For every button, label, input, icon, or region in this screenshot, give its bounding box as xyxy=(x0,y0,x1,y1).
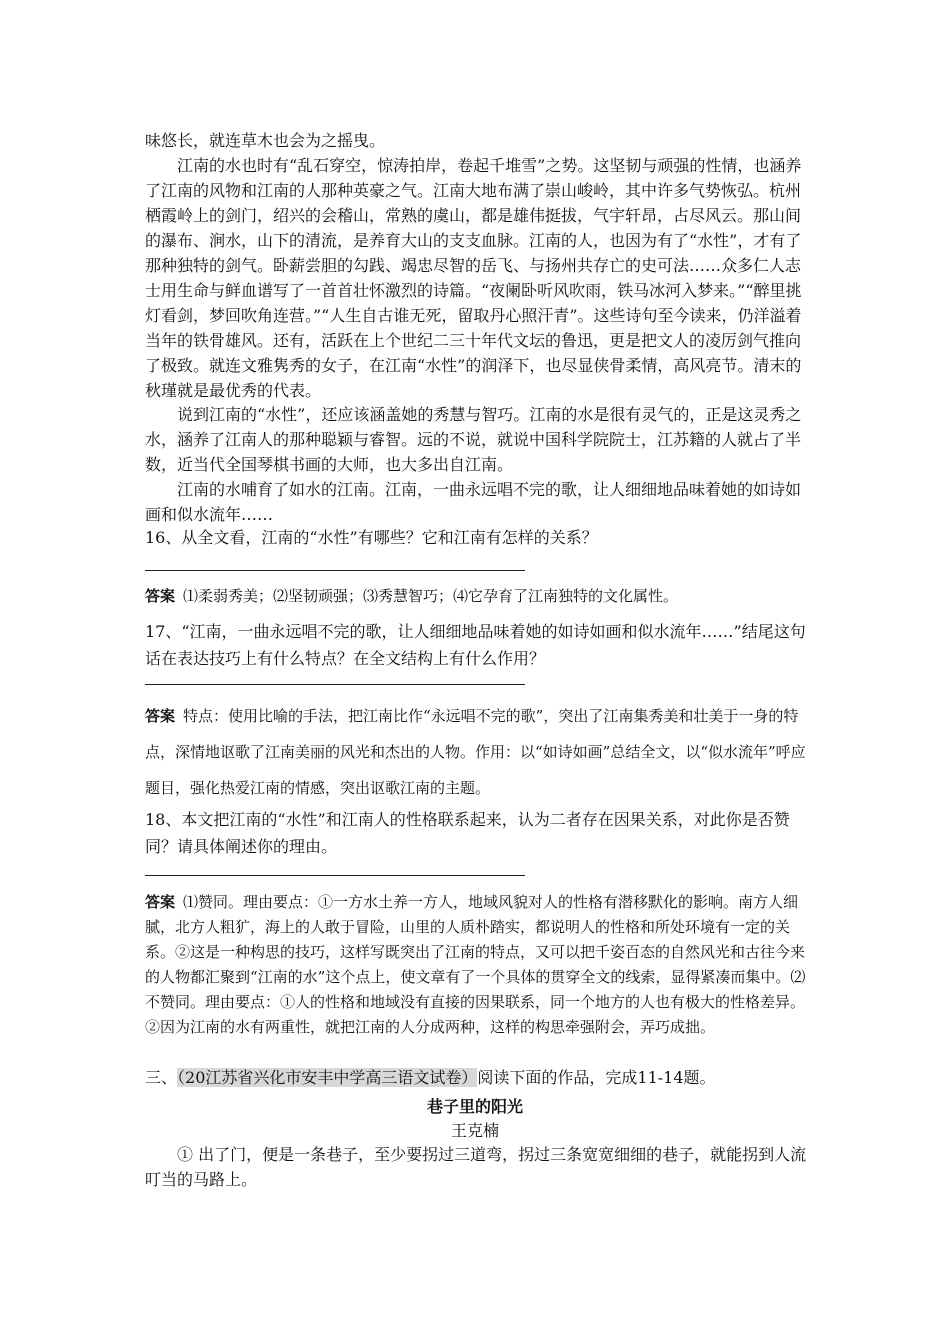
answer-line-17 xyxy=(145,684,525,685)
answer-16 xyxy=(145,584,810,608)
question-18: 18、本文把江南的“水性”和江南人的性格联系起来，认为二者存在因果关系，对此你是否赞同？请具体阐述你的理由。 xyxy=(145,810,790,856)
answer-line-16 xyxy=(145,570,525,571)
section-prefix: 三、 xyxy=(145,1068,178,1087)
article-title: 巷子里的阳光 xyxy=(426,1097,523,1116)
article-author: 王克楠 xyxy=(450,1121,499,1140)
answer-label: 答案 xyxy=(145,587,176,605)
answer-text: ⑴赞同。理由要点：①一方水土养一方人，地域风貌对人的性格有潜移默化的影响。南方人细腻，北方人粗犷，海上的人敢于冒险，山里的人质朴踏实，都说明人的性格和所处环境有一定的关系。②这是一种构思的技巧，这样写既突出了江南的特点，又可以把千姿百态的自然风光和古往今来的人物都汇聚到“江南的水”这个点上，使文章有了一个具体的贯穿全文的线索，显得紧凑而集中。⑵不赞同。理由要点：①人的性格和地域没有直接的因果联系，同一个地方的人也有极大的性格差异。②因为江南的水有两重性，就把江南的人分成两种，这样的构思牵强附会，弄巧成拙。 xyxy=(145,893,806,1036)
answer-18 xyxy=(145,890,810,1040)
passage-paragraph-2: 说到江南的“水性”，还应该涵盖她的秀慧与智巧。江南的水是很有灵气的，正是这灵秀之水，涵养了江南人的那种聪颖与睿智。远的不说，就说中国科学院院士，江苏籍的人就占了半数，近当代全国琴棋书画的大师，也大多出自江南。 xyxy=(145,405,802,474)
article-paragraph-1: ① 出了门，便是一条巷子，至少要拐过三道弯，拐过三条宽宽细细的巷子，就能拐到人流叮当的马路上。 xyxy=(145,1145,807,1189)
answer-text: 特点：使用比喻的手法，把江南比作“永远唱不完的歌”，突出了江南集秀美和壮美于一身的特点，深情地讴歌了江南美丽的风光和杰出的人物。作用：以“如诗如画”总结全文，以“似水流年”呼应题目，强化热爱江南的情感，突出讴歌江南的主题。 xyxy=(145,707,806,797)
question-16: 16、从全文看，江南的“水性”有哪些？它和江南有怎样的关系？ xyxy=(145,528,598,547)
section-3-heading xyxy=(145,1065,810,1090)
passage-paragraph-3: 江南的水哺育了如水的江南。江南，一曲永远唱不完的歌，让人细细地品味着她的如诗如画和似水流年…… xyxy=(145,480,802,524)
passage-paragraph-0: 味悠长，就连草木也会为之摇曳。 xyxy=(145,131,386,150)
answer-line-18 xyxy=(145,875,525,876)
section-instruction: 阅读下面的作品，完成11-14题。 xyxy=(477,1068,716,1087)
answer-label: 答案 xyxy=(145,707,176,725)
answer-label: 答案 xyxy=(145,893,176,911)
source-highlight: （20江苏省兴化市安丰中学高三语文试卷） xyxy=(177,1068,478,1087)
answer-17 xyxy=(145,698,810,806)
question-17: 17、“江南，一曲永远唱不完的歌，让人细细地品味着她的如诗如画和似水流年……”结尾这句话在表达技巧上有什么特点？在全文结构上有什么作用？ xyxy=(145,622,806,668)
passage-paragraph-1: 江南的水也时有“乱石穿空，惊涛拍岸，卷起千堆雪”之势。这坚韧与顽强的性情，也涵养了江南的风物和江南的人那种英豪之气。江南大地布满了崇山峻岭，其中许多气势恢弘。杭州栖霞岭上的剑门，绍兴的会稽山，常熟的虞山，都是雄伟挺拔，气宇轩昂，占尽风云。那山间的瀑布、涧水，山下的清流，是养育大山的支支血脉。江南的人，也因为有了“水性”，才有了那种独特的剑气。卧薪尝胆的勾践、竭忠尽智的岳飞、与扬州共存亡的史可法……众多仁人志士用生命与鲜血谱写了一首首壮怀激烈的诗篇。“夜阑卧听风吹雨，铁马冰河入梦来。”“醉里挑灯看剑，梦回吹角连营。”“人生自古谁无死，留取丹心照汗青”。这些诗句至今读来，仍洋溢着当年的铁骨雄风。还有，活跃在上个世纪二三十年代文坛的鲁迅，更是把文人的凌厉剑气推向了极致。就连文雅隽秀的女子，在江南“水性”的润泽下，也尽显侠骨柔情，高风亮节。清末的秋瑾就是最优秀的代表。 xyxy=(145,156,802,400)
answer-text: ⑴柔弱秀美；⑵坚韧顽强；⑶秀慧智巧；⑷它孕育了江南独特的文化属性。 xyxy=(183,587,679,605)
